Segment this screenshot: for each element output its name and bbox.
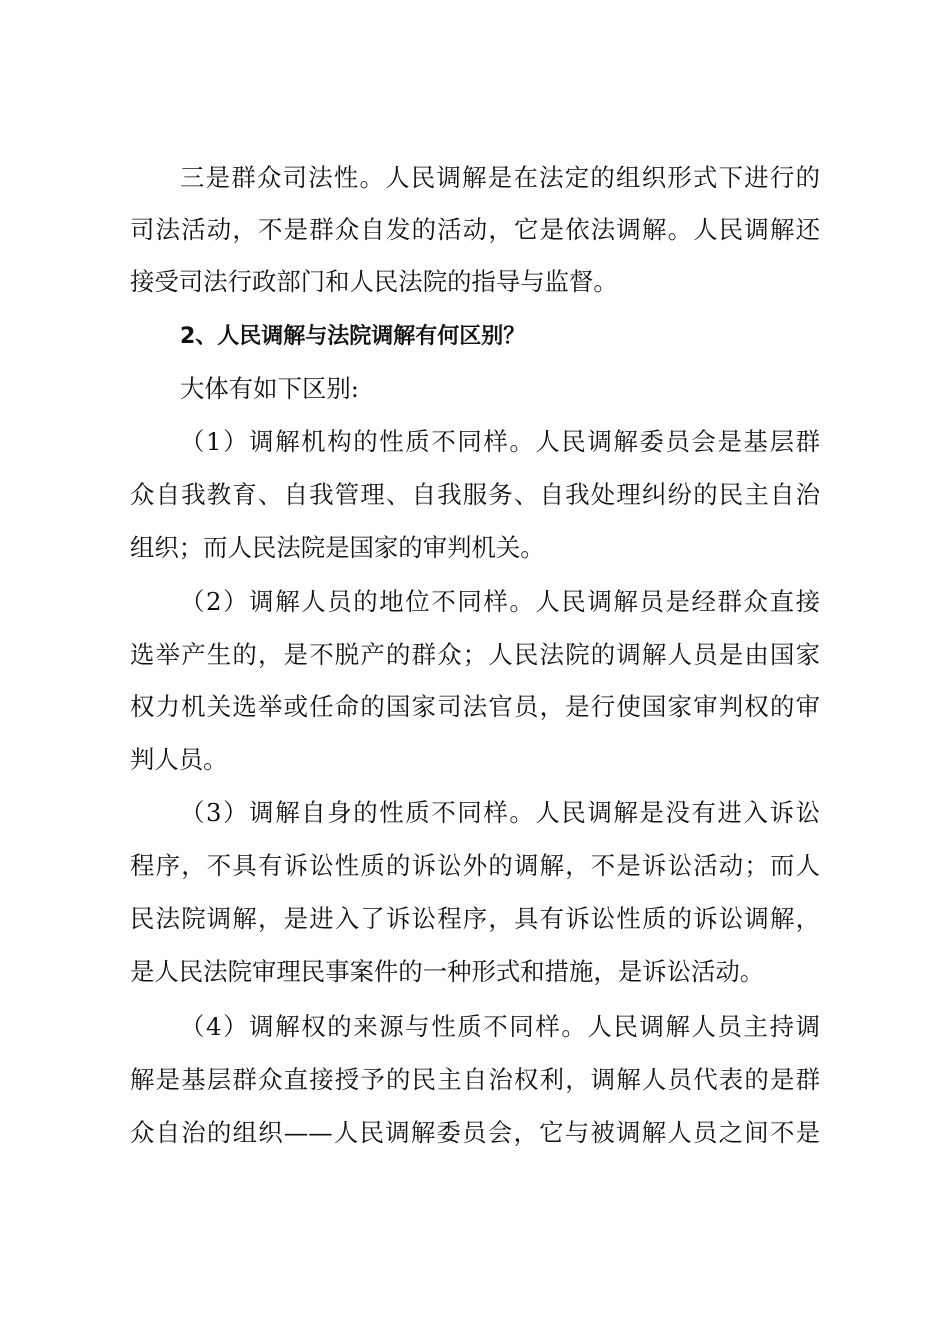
paragraph-line: 民法院调解，是进入了诉讼程序，具有诉讼性质的诉讼调解， <box>130 904 820 933</box>
paragraph-line: 众自我教育、自我管理、自我服务、自我处理纠纷的民主自治 <box>130 480 820 509</box>
paragraph-line: 解是基层群众直接授予的民主自治权利，调解人员代表的是群 <box>130 1065 820 1094</box>
paragraph-line: 判人员。 <box>130 745 228 774</box>
paragraph-line: （4）调解权的来源与性质不同样。人民调解人员主持调 <box>180 1012 820 1041</box>
paragraph-line: （1）调解机构的性质不同样。人民调解委员会是基层群 <box>180 427 820 456</box>
paragraph-line: 接受司法行政部门和人民法院的指导与监督。 <box>130 267 618 296</box>
paragraph-line: （2）调解人员的地位不同样。人民调解员是经群众直接 <box>180 587 820 616</box>
section-heading: 2、人民调解与法院调解有何区别？ <box>180 324 526 349</box>
paragraph-line: 是人民法院审理民事案件的一种形式和措施，是诉讼活动。 <box>130 957 765 986</box>
paragraph-line: 众自治的组织——人民调解委员会，它与被调解人员之间不是 <box>130 1118 820 1147</box>
paragraph-line: 选举产生的，是不脱产的群众；人民法院的调解人员是由国家 <box>130 640 820 669</box>
paragraph-line: 权力机关选举或任命的国家司法官员，是行使国家审判权的审 <box>130 692 820 721</box>
paragraph-line: 三是群众司法性。人民调解是在法定的组织形式下进行的 <box>180 163 820 192</box>
paragraph-line: 程序，不具有诉讼性质的诉讼外的调解，不是诉讼活动；而人 <box>130 851 820 880</box>
paragraph-line: 组织；而人民法院是国家的审判机关。 <box>130 533 545 562</box>
paragraph-line: （3）调解自身的性质不同样。人民调解是没有进入诉讼 <box>180 798 820 827</box>
paragraph-line: 司法活动，不是群众自发的活动，它是依法调解。人民调解还 <box>130 215 820 244</box>
paragraph-line: 大体有如下区别: <box>180 374 359 403</box>
